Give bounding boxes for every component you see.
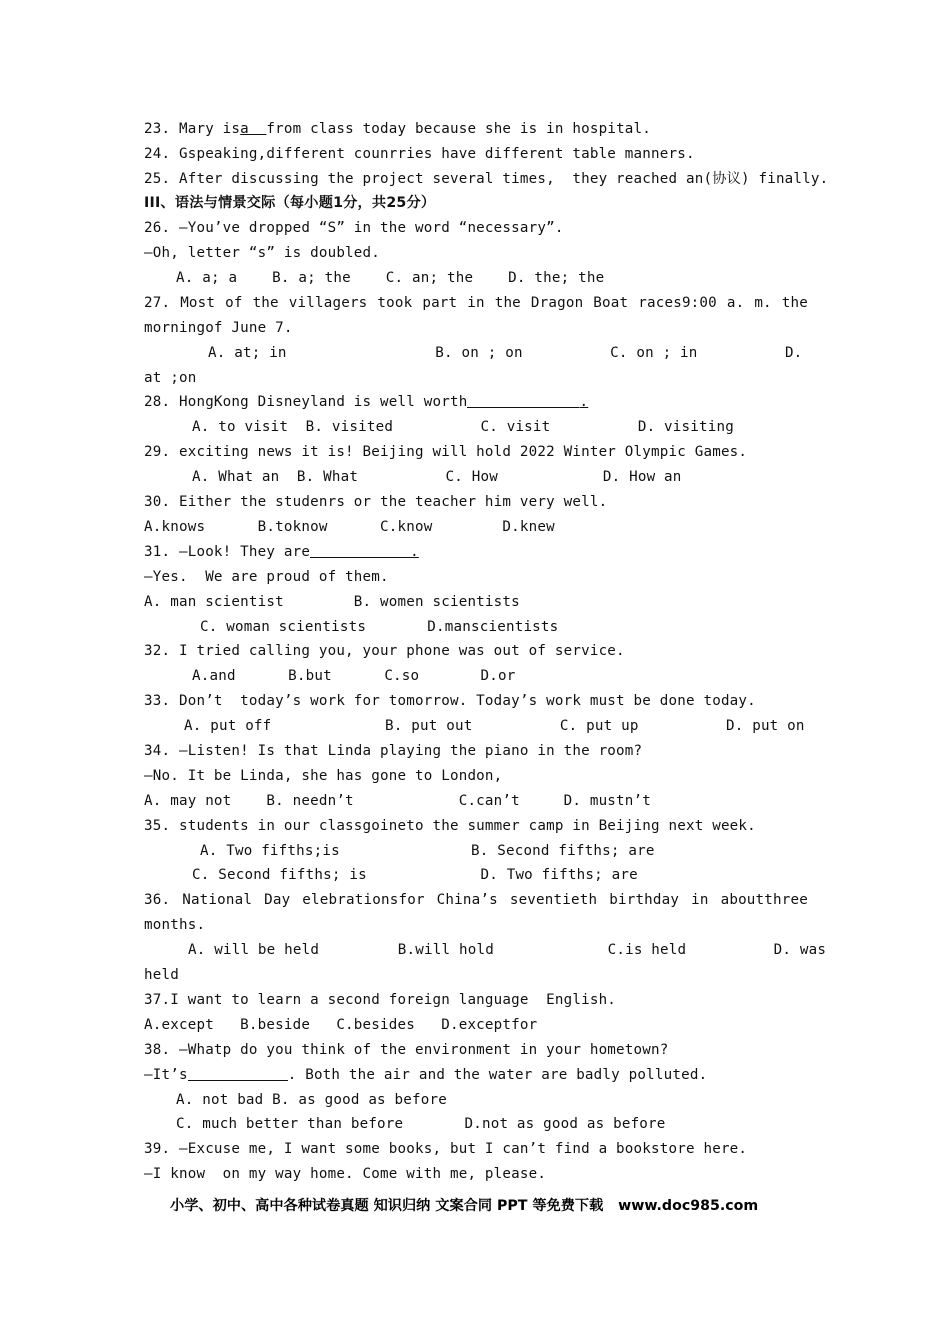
- question-37-stem: 37.I want to learn a second foreign language English.: [144, 992, 617, 1008]
- question-34-options: A. may not B. needn’t C.can’t D. mustn’t: [144, 793, 652, 809]
- question-33-stem: 33. Don’t today’s work for tomorrow. Today’s work must be done today.: [144, 693, 756, 709]
- question-36-options: A. will be held B.will hold C.is held D. was: [188, 942, 827, 958]
- question-30-options: A.knows B.toknow C.know D.knew: [144, 519, 555, 535]
- question-26-stem: 26. —You’ve dropped “S” in the word “necessary”.: [144, 220, 564, 236]
- question-32-options: A.and B.but C.so D.or: [192, 668, 516, 684]
- answer-blank: [310, 543, 410, 558]
- question-39-reply: —I know on my way home. Come with me, please.: [144, 1166, 547, 1182]
- question-26-reply: —Oh, letter “s” is doubled.: [144, 245, 381, 261]
- question-38-options: A. not bad B. as good as before: [176, 1092, 447, 1108]
- question-38-stem: 38. —Whatp do you think of the environment in your hometown?: [144, 1042, 669, 1058]
- question-35-stem: 35. students in our classgoineto the summer camp in Beijing next week.: [144, 818, 756, 834]
- question-27-options: A. at; in B. on ; on C. on ; in D.: [208, 345, 803, 361]
- answer-blank: [188, 1066, 288, 1081]
- question-34-stem: 34. —Listen! Is that Linda playing the piano in the room?: [144, 743, 643, 759]
- question-24: 24. Gspeaking,different counrries have different table manners.: [144, 146, 695, 162]
- question-38-options-cont: C. much better than before D.not as good as before: [176, 1116, 666, 1132]
- answer-blank: a: [240, 121, 267, 137]
- section-heading: III、语法与情景交际（每小题1分，共25分）: [144, 195, 436, 211]
- question-27-stem-cont: morningof June 7.: [144, 320, 293, 336]
- question-28-options: A. to visit B. visited C. visit D. visiting: [192, 419, 734, 435]
- question-31-stem: 31. —Look! They are .: [144, 544, 419, 560]
- question-29-stem: 29. exciting news it is! Beijing will hold 2022 Winter Olympic Games.: [144, 444, 748, 460]
- question-35-options: A. Two fifths;is B. Second fifths; are: [200, 843, 655, 859]
- question-36-stem-cont: months.: [144, 917, 206, 933]
- question-37-options: A.except B.beside C.besides D.exceptfor: [144, 1017, 538, 1033]
- question-39-stem: 39. —Excuse me, I want some books, but I can’t find a bookstore here.: [144, 1141, 748, 1157]
- question-26-options: A. a; a B. a; the C. an; the D. the; the: [176, 270, 605, 286]
- question-33-options: A. put off B. put out C. put up D. put on: [184, 718, 805, 734]
- question-23: 23. Mary isa from class today because she is in hospital.: [144, 121, 652, 137]
- question-36-stem: 36. National Day elebrationsfor China’s seventieth birthday in aboutthree: [144, 892, 808, 908]
- question-28-stem: 28. HongKong Disneyland is well worth .: [144, 394, 589, 410]
- question-34-reply: —No. It be Linda, she has gone to London,: [144, 768, 503, 784]
- question-36-options-cont: held: [144, 967, 179, 983]
- question-31-reply: —Yes. We are proud of them.: [144, 569, 389, 585]
- question-30-stem: 30. Either the studenrs or the teacher him very well.: [144, 494, 608, 510]
- question-27-stem: 27. Most of the villagers took part in the Dragon Boat races9:00 a. m. the: [144, 295, 808, 311]
- question-32-stem: 32. I tried calling you, your phone was out of service.: [144, 643, 625, 659]
- question-29-options: A. What an B. What C. How D. How an: [192, 469, 682, 485]
- question-31-options-cont: C. woman scientists D.manscientists: [200, 619, 559, 635]
- question-25: 25. After discussing the project several times, they reached an(协议) finally.: [144, 171, 829, 187]
- question-31-options: A. man scientist B. women scientists: [144, 594, 520, 610]
- question-27-options-cont: at ;on: [144, 370, 197, 386]
- footer-banner: 小学、初中、高中各种试卷真题 知识归纳 文案合同 PPT 等免费下载 www.doc985.com: [170, 1198, 759, 1214]
- question-35-options-cont: C. Second fifths; is D. Two fifths; are: [192, 867, 638, 883]
- question-38-reply: —It’s . Both the air and the water are badly polluted.: [144, 1067, 708, 1083]
- answer-blank: [467, 393, 579, 408]
